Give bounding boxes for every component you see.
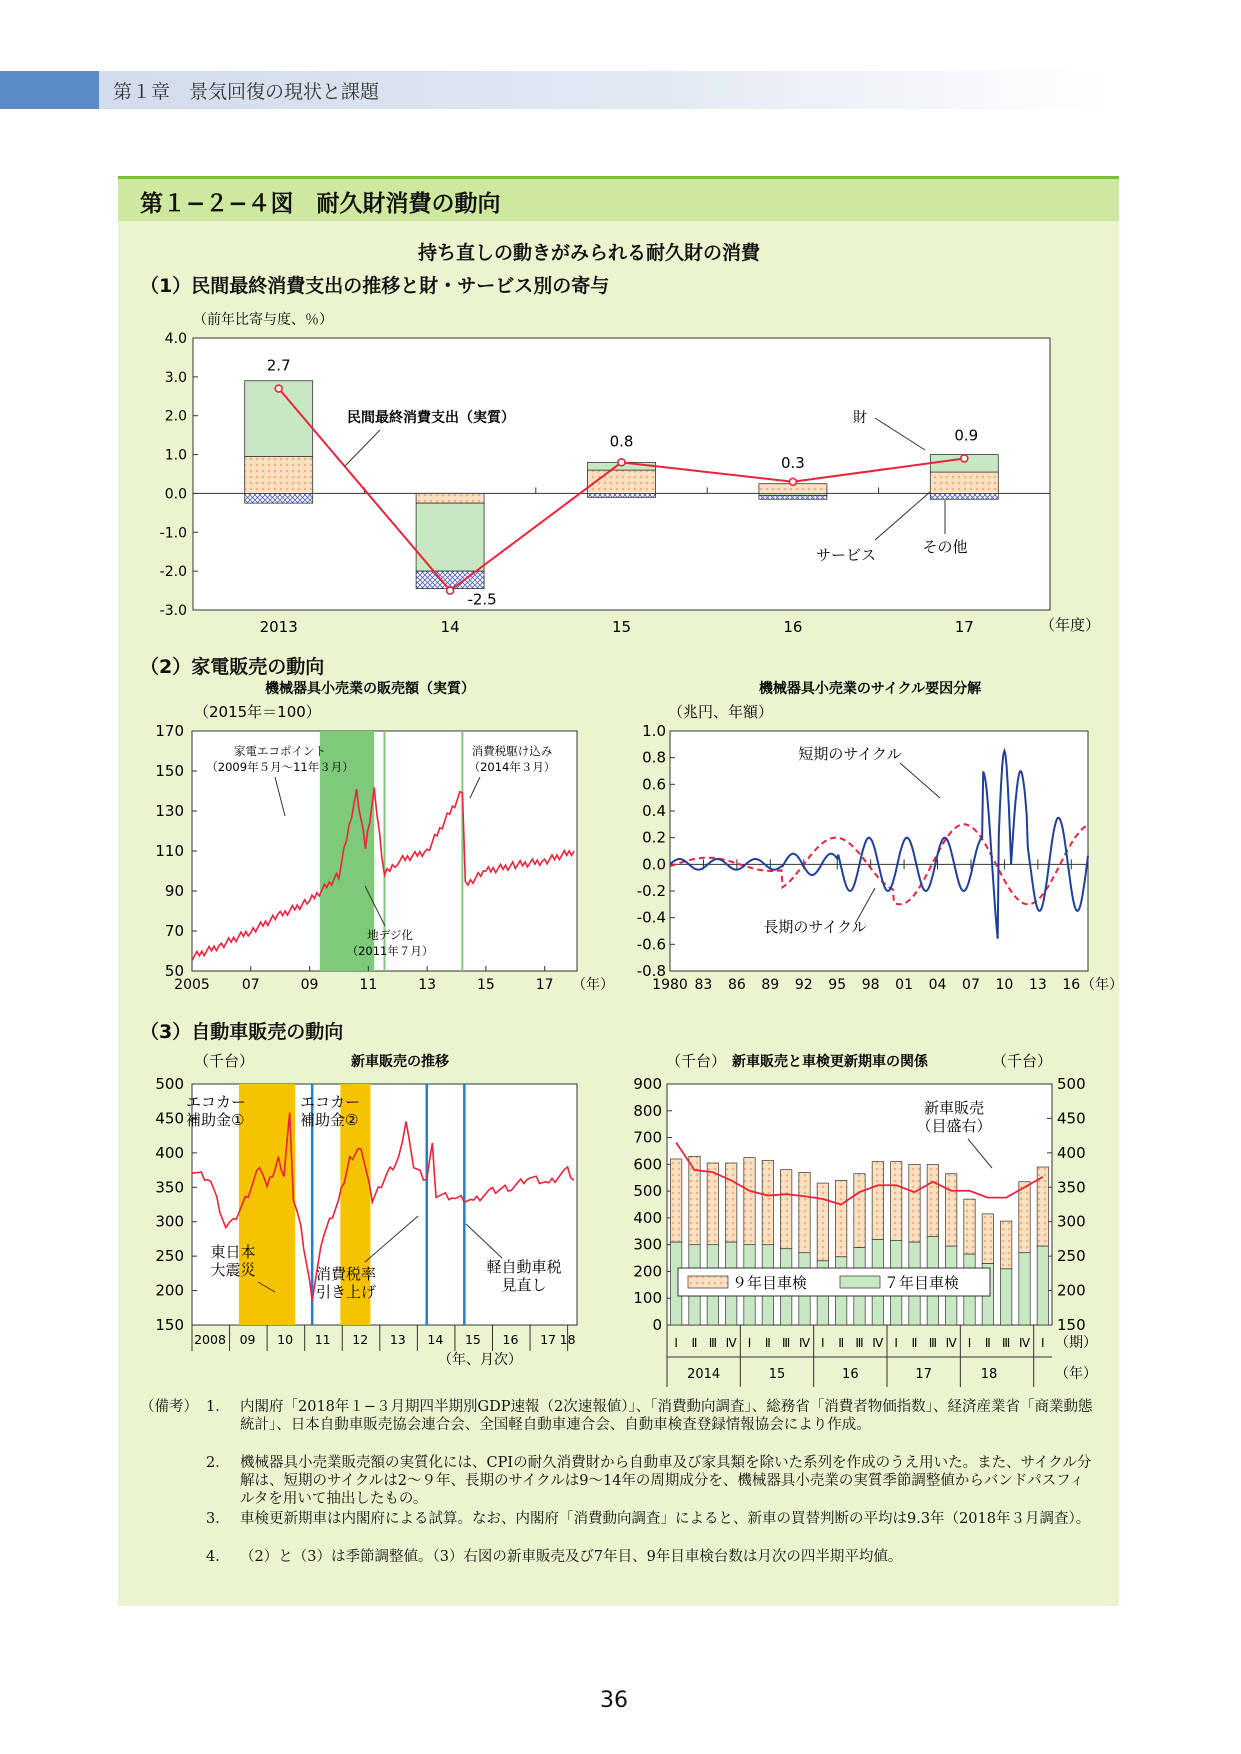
x-tick-label: 17	[954, 618, 974, 636]
bar-7th-year	[1000, 1269, 1011, 1325]
bar-9th-year	[872, 1162, 883, 1240]
bar-9th-year	[909, 1164, 920, 1242]
period-unit: （期）	[1055, 1335, 1097, 1351]
y-tick-label: -3.0	[159, 603, 187, 619]
bar-service	[930, 472, 998, 493]
x-tick-label: 09	[239, 1332, 256, 1347]
annotation: 地デジ化	[367, 928, 413, 942]
bar-service	[245, 457, 313, 494]
x-tick-label: 11	[314, 1332, 331, 1347]
total-point	[447, 587, 454, 594]
x-tick-label: 2005	[174, 977, 210, 993]
legend-label-7th: ７年目車検	[884, 1274, 960, 1292]
y-tick-label: 500	[155, 1075, 184, 1093]
bar-9th-year	[817, 1183, 828, 1261]
y-unit: （前年比寄与度、％）	[193, 312, 333, 328]
bar-service	[588, 470, 656, 493]
legend-swatch-7th	[840, 1276, 880, 1288]
bar-other	[759, 495, 827, 499]
data-label: 0.9	[954, 426, 979, 445]
x-tick-label: 16	[1062, 977, 1081, 993]
bar-9th-year	[854, 1174, 865, 1248]
y-tick-label: 100	[633, 1289, 662, 1308]
eco-subsidy-1-period	[239, 1084, 295, 1325]
period-label: Ⅱ	[764, 1336, 771, 1350]
x-tick-label: 98	[861, 977, 880, 993]
chart-title: 新車販売の推移	[351, 1054, 449, 1070]
x-tick-label: 17	[535, 977, 554, 993]
y-tick-label: 900	[633, 1075, 662, 1093]
y-tick-label: 250	[155, 1247, 184, 1266]
x-tick-label: 12	[352, 1332, 369, 1347]
x-tick-label: 16	[783, 618, 803, 636]
x-tick-label: 14	[427, 1332, 444, 1347]
chapter-header	[0, 71, 1110, 109]
x-tick-label: 16	[502, 1332, 519, 1347]
period-label: Ⅳ	[1018, 1336, 1031, 1350]
long-cycle-label: 長期のサイクル	[763, 918, 867, 936]
period-label: Ⅰ	[1041, 1336, 1045, 1350]
year-label: 16	[842, 1367, 859, 1382]
note-1: 1． 内閣府「2018年１−３月期四半期別GDP速報（2次速報値）」、「消費動向調査」、総務省「消費者物価指数」、経済産業省「商業動態統計」、日本自動車販売協会連合会、全国軽自動車連合会、自動車検査登録情報協会により作成。	[206, 1399, 1093, 1433]
x-tick-label: 86	[727, 977, 746, 993]
notes-label: （備考）	[140, 1399, 198, 1415]
figure-title-bar	[118, 176, 1119, 221]
page-number: 36	[600, 1688, 628, 1713]
section-3-title: （3）自動車販売の動向	[140, 1021, 344, 1043]
y-tick-label-right: 250	[1057, 1247, 1086, 1266]
period-label: Ⅲ	[1002, 1336, 1011, 1350]
chart-title: 機械器具小売業の販売額（実質）	[265, 681, 475, 697]
chapter-title: 第１章 景気回復の現状と課題	[113, 81, 380, 103]
x-tick-label: 10	[277, 1332, 294, 1347]
x-tick-label: 13	[1028, 977, 1047, 993]
y-tick-label: 0.2	[642, 828, 666, 847]
annotation-line-label: 民間最終消費支出（実質）	[347, 410, 515, 426]
data-label: 0.8	[609, 432, 634, 451]
bar-7th-year	[1019, 1253, 1030, 1325]
x-tick-label: 01	[895, 977, 913, 993]
annotation: 消費税駆け込み	[471, 744, 553, 758]
y-tick-label: 700	[633, 1128, 662, 1147]
y-tick-label: 200	[633, 1262, 662, 1281]
x-tick-label: 15	[611, 618, 632, 636]
x-tick-label: 09	[300, 977, 319, 993]
y-tick-label: 150	[155, 1316, 184, 1334]
y-tick-label: 0.4	[642, 802, 666, 820]
period-label: Ⅲ	[928, 1336, 937, 1350]
figure-title: 第１−２−４図 耐久財消費の動向	[140, 191, 501, 217]
y-tick-label: 90	[164, 882, 184, 900]
annotation: （2011年７月）	[346, 944, 434, 958]
y-tick-label: 150	[155, 762, 184, 780]
x-tick-label: 13	[418, 977, 437, 993]
y-tick-label: 300	[633, 1235, 662, 1254]
y-tick-label: 2.0	[164, 408, 187, 425]
annotation: エコカー	[300, 1093, 361, 1111]
bar-9th-year	[707, 1163, 718, 1245]
x-tick-label: 2008	[194, 1332, 226, 1347]
x-tick-label: 15	[464, 1332, 481, 1347]
x-tick-label: 18	[559, 1332, 576, 1347]
y-tick-label-right: 400	[1057, 1143, 1086, 1162]
bar-goods	[416, 503, 484, 571]
bar-9th-year	[725, 1163, 736, 1242]
annotation: 新車販売	[923, 1099, 985, 1117]
annotation: （2009年５月〜11年３月）	[206, 760, 354, 774]
y-tick-label: -2.0	[159, 564, 187, 581]
y-tick-label: 70	[164, 922, 184, 940]
period-label: Ⅰ	[674, 1336, 678, 1350]
bar-9th-year	[835, 1180, 846, 1256]
bar-9th-year	[964, 1199, 975, 1254]
short-cycle-label: 短期のサイクル	[798, 745, 902, 763]
period-label: Ⅱ	[691, 1336, 698, 1350]
y-tick-label: 0	[652, 1316, 662, 1334]
period-label: Ⅳ	[725, 1336, 737, 1350]
x-tick-label: 10	[995, 977, 1014, 993]
bar-service	[416, 493, 484, 503]
plot-area	[670, 731, 1088, 971]
bar-other	[930, 493, 998, 499]
bar-9th-year	[762, 1160, 773, 1244]
bar-9th-year	[1000, 1221, 1011, 1269]
annotation: （目盛右）	[916, 1117, 992, 1135]
y-tick-label-right: 350	[1057, 1178, 1086, 1197]
y-tick-label: 800	[633, 1101, 662, 1120]
annotation-service: サービス	[816, 546, 877, 564]
x-unit: （年、月次）	[438, 1352, 522, 1368]
chart-title: 新車販売と車検更新期車の関係	[732, 1054, 928, 1070]
annotation: 引き上げ	[315, 1283, 377, 1301]
x-tick-label: 1980	[652, 977, 688, 993]
x-tick-label: 95	[828, 977, 847, 993]
total-point	[618, 459, 625, 466]
y-tick-label: 3.0	[164, 369, 187, 386]
bar-9th-year	[945, 1174, 956, 1246]
y-tick-label: 170	[155, 722, 184, 740]
y-tick-label: -0.8	[636, 962, 666, 980]
annotation: エコカー	[186, 1093, 247, 1111]
x-unit: （年）	[572, 977, 614, 993]
x-tick-label: 17	[540, 1332, 557, 1347]
legend-label-9th: ９年目車検	[732, 1274, 808, 1292]
x-unit: （年）	[1081, 977, 1123, 993]
period-label: Ⅱ	[838, 1336, 845, 1350]
annotation: 補助金②	[300, 1111, 359, 1129]
bar-9th-year	[982, 1214, 993, 1264]
annotation: 大震災	[210, 1261, 256, 1279]
chapter-color-block	[0, 71, 99, 109]
period-label: Ⅰ	[747, 1336, 752, 1350]
figure-headline: 持ち直しの動きがみられる耐久財の消費	[418, 242, 761, 264]
y-tick-label: 400	[633, 1208, 662, 1227]
year-label: 17	[915, 1367, 932, 1382]
x-tick-label: 14	[440, 618, 460, 636]
note-3: 3． 車検更新期車は内閣府による試算。なお、内閣府「消費動向調査」によると、新車の買替判断の平均は9.3年（2018年３月調査）。	[206, 1511, 1091, 1527]
total-point	[789, 478, 796, 485]
new-car-sales-chart	[140, 1046, 610, 1376]
y-tick-label: -0.4	[636, 908, 666, 927]
section-1-title: （1）民間最終消費支出の推移と財・サービス別の寄与	[140, 275, 610, 297]
y-tick-label-right: 450	[1057, 1109, 1086, 1128]
annotation: 軽自動車税	[486, 1258, 562, 1276]
y-tick-label: 0.6	[642, 775, 666, 794]
y-tick-label: 4.0	[164, 331, 187, 347]
y-tick-label: 450	[155, 1109, 184, 1128]
x-tick-label: 07	[962, 977, 980, 993]
period-label: Ⅱ	[984, 1336, 991, 1350]
bar-9th-year	[744, 1158, 755, 1245]
y-tick-label: 400	[155, 1143, 184, 1162]
bar-9th-year	[890, 1162, 901, 1241]
period-label: Ⅲ	[855, 1336, 864, 1350]
data-label: 2.7	[266, 356, 291, 375]
consumption-contribution-chart	[140, 300, 1100, 640]
note-4: 4． （2）と（3）は季節調整値。（3）右図の新車販売及び7年目、9年目車検台数は月次の四半期平均値。	[206, 1549, 903, 1565]
y-tick-label: -0.2	[636, 882, 666, 900]
annotation-goods: 財	[853, 410, 867, 426]
y-tick-label: -1.0	[159, 525, 187, 542]
y-unit: （2015年＝100）	[194, 703, 321, 721]
total-point	[275, 385, 282, 392]
x-tick-label: 11	[359, 977, 378, 993]
annotation: 東日本	[210, 1243, 256, 1261]
y-tick-label: 0.0	[642, 855, 666, 874]
y-tick-label-right: 200	[1057, 1281, 1086, 1300]
annotation: 補助金①	[186, 1111, 245, 1129]
x-tick-label: 07	[241, 977, 260, 993]
bar-9th-year	[1019, 1182, 1030, 1253]
x-tick-label: 15	[476, 977, 495, 993]
annotation: 消費税率	[315, 1265, 377, 1283]
period-label: Ⅰ	[894, 1336, 898, 1350]
annotation: （2014年３月）	[468, 760, 556, 774]
bar-7th-year	[1037, 1246, 1048, 1325]
total-point	[961, 455, 968, 462]
annotation-other: その他	[922, 538, 968, 556]
period-label: Ⅲ	[708, 1336, 717, 1350]
annotation: 見直し	[501, 1276, 547, 1294]
y-tick-label: 500	[633, 1182, 662, 1201]
x-tick-label: 04	[928, 977, 947, 993]
y-unit-left: （千台）	[666, 1052, 727, 1070]
bar-other	[588, 493, 656, 497]
period-label: Ⅰ	[821, 1336, 825, 1350]
x-unit: （年度）	[1039, 616, 1100, 634]
annotation: 家電エコポイント	[234, 744, 326, 758]
bar-9th-year	[927, 1164, 938, 1236]
data-label: 0.3	[780, 453, 805, 472]
x-tick-label: 13	[389, 1332, 406, 1347]
y-tick-label: 1.0	[164, 447, 187, 464]
y-tick-label: -0.6	[636, 935, 666, 954]
y-tick-label: 0.8	[642, 748, 666, 767]
period-label: Ⅱ	[911, 1336, 918, 1350]
period-label: Ⅳ	[872, 1336, 884, 1350]
period-label: Ⅲ	[782, 1336, 791, 1350]
y-tick-label: 0.0	[164, 486, 187, 503]
y-unit: （千台）	[194, 1052, 255, 1070]
car-inspection-chart	[633, 1046, 1110, 1391]
y-tick-label: 1.0	[642, 722, 666, 740]
chart-title: 機械器具小売業のサイクル要因分解	[758, 681, 982, 697]
appliance-sales-chart	[140, 678, 614, 1008]
period-label: Ⅰ	[967, 1336, 972, 1350]
x-tick-label: 83	[694, 977, 713, 993]
y-tick-label: 600	[633, 1155, 662, 1174]
y-tick-label-right: 500	[1057, 1075, 1086, 1093]
year-label: 18	[980, 1367, 998, 1382]
x-tick-label: 2013	[259, 618, 298, 636]
y-tick-label: 350	[155, 1178, 184, 1197]
legend-swatch-9th	[688, 1276, 728, 1288]
y-tick-label: 200	[155, 1281, 184, 1300]
year-unit: （年）	[1055, 1366, 1097, 1382]
period-label: Ⅳ	[798, 1336, 811, 1350]
x-tick-label: 89	[761, 977, 780, 993]
x-tick-label: 92	[794, 977, 813, 993]
y-unit-right: （千台）	[991, 1052, 1052, 1070]
bar-9th-year	[799, 1172, 810, 1252]
y-tick-label: 300	[155, 1212, 184, 1231]
y-tick-label: 130	[155, 802, 184, 820]
y-tick-label-right: 150	[1057, 1316, 1086, 1334]
y-tick-label: 50	[164, 962, 184, 980]
note-2: 2． 機械器具小売業販売額の実質化には、CPIの耐久消費財から自動車及び家具類を除いた系列を作成のうえ用いた。また、サイクル分解は、短期のサイクルは2〜９年、長期のサイクルは9〜14年の周期成分を、機械器具小売業の実質季節調整値からバンドパスフィルタを用いて抽出したもの。	[206, 1455, 1092, 1507]
bar-other	[245, 493, 313, 503]
year-label: 2014	[687, 1367, 721, 1382]
data-label: -2.5	[467, 590, 497, 609]
y-tick-label: 110	[155, 842, 184, 860]
y-tick-label-right: 300	[1057, 1212, 1086, 1231]
section-2-title: （2）家電販売の動向	[140, 656, 325, 678]
cycle-decomposition-chart	[636, 678, 1123, 1008]
bar-9th-year	[670, 1159, 681, 1242]
year-label: 15	[768, 1367, 786, 1382]
y-unit: （兆円、年額）	[668, 703, 774, 721]
period-label: Ⅳ	[945, 1336, 957, 1350]
bar-9th-year	[780, 1170, 791, 1249]
